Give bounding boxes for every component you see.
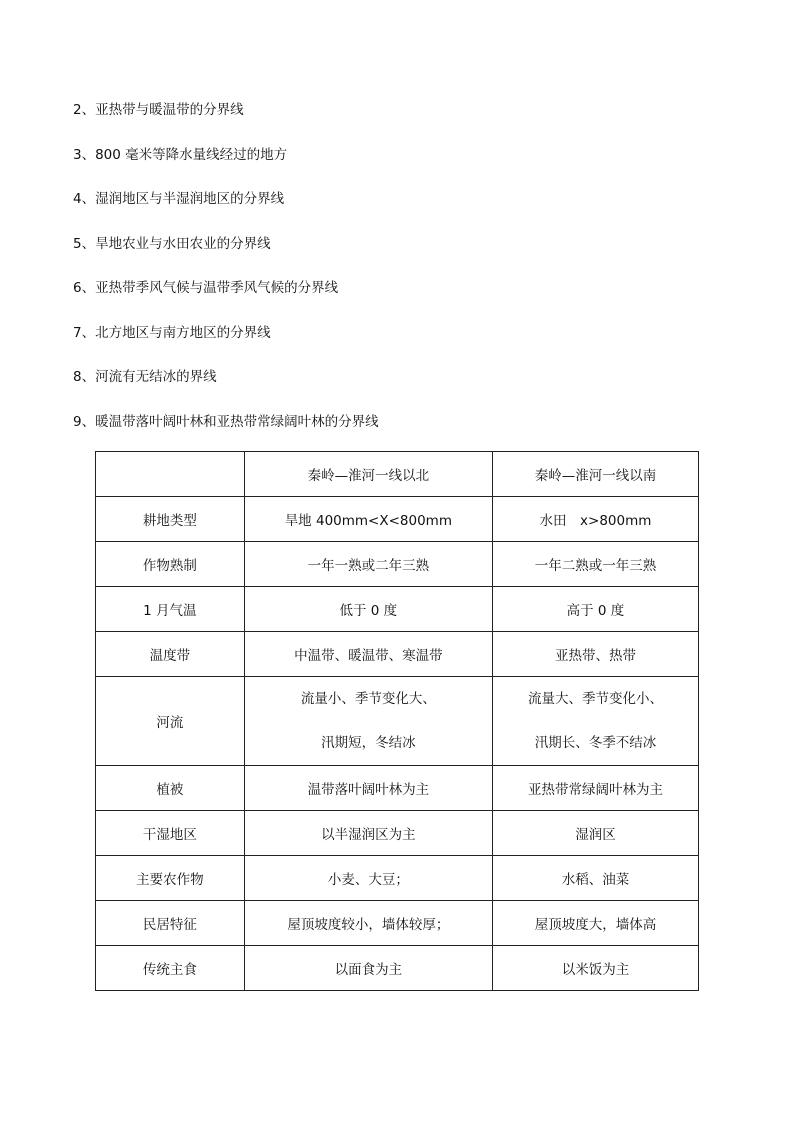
north-cell: 温带落叶阔叶林为主 bbox=[244, 766, 492, 811]
header-cell-empty bbox=[96, 452, 245, 497]
north-cell: 一年一熟或二年三熟 bbox=[244, 542, 492, 587]
south-cell: 亚热带常绿阔叶林为主 bbox=[492, 766, 698, 811]
row-label: 传统主食 bbox=[96, 946, 245, 991]
south-cell: 以米饭为主 bbox=[492, 946, 698, 991]
north-cell: 屋顶坡度较小，墙体较厚； bbox=[244, 901, 492, 946]
table-row bbox=[96, 542, 699, 587]
header-cell-south: 秦岭—淮河一线以南 bbox=[492, 452, 698, 497]
list-item: 7、北方地区与南方地区的分界线 bbox=[73, 324, 271, 341]
table-row bbox=[96, 856, 699, 901]
south-cell: 一年二熟或一年三熟 bbox=[492, 542, 698, 587]
boundary-list bbox=[73, 98, 713, 454]
table-row bbox=[96, 677, 699, 766]
cell-line: 汛期短，冬结冰 bbox=[321, 735, 416, 751]
cell-line: 汛期长、冬季不结冰 bbox=[534, 735, 657, 751]
table-row bbox=[96, 766, 699, 811]
table-row bbox=[96, 497, 699, 542]
south-cell: 水稻、油菜 bbox=[492, 856, 698, 901]
comparison-table bbox=[95, 451, 699, 991]
row-label: 河流 bbox=[96, 677, 245, 766]
table-row bbox=[96, 946, 699, 991]
south-cell: 水田 x>800mm bbox=[492, 497, 698, 542]
cell-line: 流量大、季节变化小、 bbox=[527, 691, 663, 707]
table-row bbox=[96, 587, 699, 632]
list-item: 9、暖温带落叶阔叶林和亚热带常绿阔叶林的分界线 bbox=[73, 413, 379, 430]
row-label: 主要农作物 bbox=[96, 856, 245, 901]
row-label: 民居特征 bbox=[96, 901, 245, 946]
table-row bbox=[96, 811, 699, 856]
cell-line: 流量小、季节变化大、 bbox=[300, 691, 436, 707]
south-cell bbox=[492, 677, 698, 766]
row-label: 干湿地区 bbox=[96, 811, 245, 856]
table-row bbox=[96, 901, 699, 946]
north-cell: 以面食为主 bbox=[244, 946, 492, 991]
south-cell: 亚热带、热带 bbox=[492, 632, 698, 677]
list-item: 4、湿润地区与半湿润地区的分界线 bbox=[73, 191, 285, 207]
list-item: 8、河流有无结冰的界线 bbox=[73, 369, 217, 385]
south-cell: 高于 0 度 bbox=[492, 587, 698, 632]
north-cell: 旱地 400mm<X<800mm bbox=[244, 497, 492, 542]
row-label: 耕地类型 bbox=[96, 497, 245, 542]
north-cell: 以半湿润区为主 bbox=[244, 811, 492, 856]
list-item: 2、亚热带与暖温带的分界线 bbox=[73, 102, 244, 118]
row-label: 作物熟制 bbox=[96, 542, 245, 587]
north-cell bbox=[244, 677, 492, 766]
list-item: 6、亚热带季风气候与温带季风气候的分界线 bbox=[73, 280, 339, 296]
table-row bbox=[96, 632, 699, 677]
list-item: 5、旱地农业与水田农业的分界线 bbox=[73, 235, 271, 252]
header-cell-north: 秦岭—淮河一线以北 bbox=[244, 452, 492, 497]
list-item: 3、800 毫米等降水量线经过的地方 bbox=[73, 146, 288, 163]
north-cell: 中温带、暖温带、寒温带 bbox=[244, 632, 492, 677]
row-label: 1 月气温 bbox=[96, 587, 245, 632]
table-header-row bbox=[96, 452, 699, 497]
south-cell: 湿润区 bbox=[492, 811, 698, 856]
north-cell: 小麦、大豆； bbox=[244, 856, 492, 901]
row-label: 植被 bbox=[96, 766, 245, 811]
row-label: 温度带 bbox=[96, 632, 245, 677]
south-cell: 屋顶坡度大，墙体高 bbox=[492, 901, 698, 946]
north-cell: 低于 0 度 bbox=[244, 587, 492, 632]
